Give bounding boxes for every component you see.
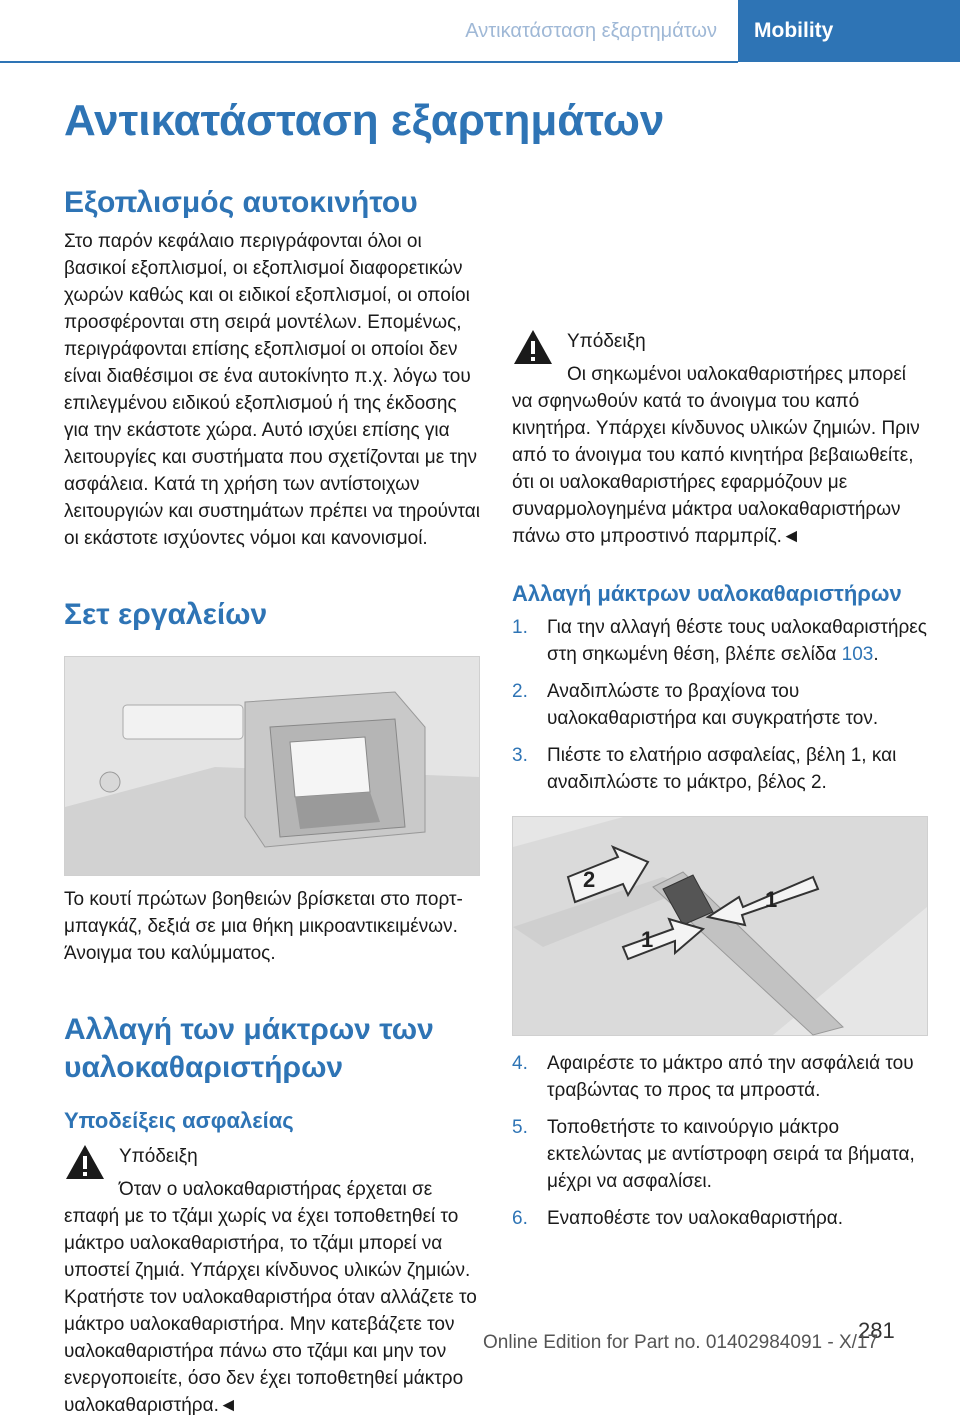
step-item <box>512 742 928 796</box>
arrow-label-1a: 1 <box>765 887 778 912</box>
warning-triangle-icon <box>64 1143 106 1181</box>
warning-note-1 <box>64 1143 480 1416</box>
equipment-heading: Εξοπλισμός αυτοκινήτου <box>64 186 418 219</box>
change-wipers-heading: Αλλαγή μάκτρων υαλοκαθαριστήρων <box>512 581 902 606</box>
step-number: 4. <box>512 1053 528 1074</box>
step-text: Εναποθέστε τον υαλοκαθαριστήρα. <box>547 1208 844 1229</box>
steps-list-b <box>512 1050 928 1232</box>
step-text: Αναδιπλώστε το βραχίονα του υαλοκαθαριστήρα και συγκρατήστε τον. <box>547 681 879 729</box>
safety-heading: Υποδείξεις ασφαλείας <box>64 1108 294 1133</box>
note-2-label: Υπόδειξη <box>567 331 646 352</box>
first-aid-kit-illustration <box>65 657 479 875</box>
step-item <box>512 678 928 732</box>
note-1-label: Υπόδειξη <box>119 1146 198 1167</box>
warning-note-2 <box>512 328 928 550</box>
step-number: 6. <box>512 1208 528 1229</box>
page-header <box>0 0 960 62</box>
header-rule <box>0 61 738 63</box>
equipment-body: Στο παρόν κεφάλαιο περιγράφονται όλοι οι βασικοί εξοπλισμοί, οι εξοπλισμοί διαφορετικών χωρών καθώς και οι ειδικοί εξοπλισμοί, οι οποίοι προσφέρονται στη σειρά μοντέλων. Επομένως, περιγράφονται επίσης εξοπλισμοί οι οποίοι δεν είναι διαθέσιμοι σε ένα αυτοκίνητο π.χ. λόγω του επιλεγμένου ειδικού εξοπλισμού ή της έκδοσης για την εκάστοτε χώρα. Αυτό ισχύει επίσης για λειτουργίες και συστήματα που σχετίζονται με την ασφάλεια. Κατά τη χρήση των αντίστοιχων λειτουργιών και συστημάτων πρέπει να τηρούνται οι εκάστοτε ισχύοντες νόμοι και κανονισμοί. <box>64 231 480 549</box>
page-title: Αντικατάσταση εξαρτημάτων <box>64 96 665 145</box>
wiper-blade-illustration <box>513 817 927 1035</box>
left-column <box>64 184 480 1416</box>
header-chapter-tab[interactable]: Mobility <box>738 0 960 62</box>
step-item <box>512 1050 928 1104</box>
steps-list-a <box>512 614 928 796</box>
wiper-blade-figure <box>512 816 928 1036</box>
note-2-text: Οι σηκωμένοι υαλοκαθαριστήρες μπορεί να σφηνωθούν κατά το άνοιγμα του καπό κινητήρα. Υπάρχει κίνδυνος υλικών ζημιών. Πριν από το άνοιγμα του καπό κινητήρα βεβαιωθείτε, ότι οι υαλοκαθαριστήρες εφαρμόζουν με συναρμολογημένα μάκτρα υαλοκαθαριστήρων πάνω στο μπροστινό παρμπρίζ.◄ <box>512 364 920 547</box>
step-item <box>512 614 928 668</box>
step-number: 2. <box>512 681 528 702</box>
step-number: 3. <box>512 745 528 766</box>
toolkit-caption: Το κουτί πρώτων βοηθειών βρίσκεται στο πορτ-μπαγκάζ, δεξιά σε μια θήκη μικροαντικειμένων. Άνοιγμα του καλύμματος. <box>64 889 463 964</box>
page-number: 281 <box>858 1318 895 1343</box>
wipers-heading: Αλλαγή των μάκτρων των υαλοκαθαριστήρων <box>64 1013 434 1084</box>
step-text: Πιέστε το ελατήριο ασφαλείας, βέλη 1, και αναδιπλώστε το μάκτρο, βέλος 2. <box>547 745 897 793</box>
step-text: Για την αλλαγή θέστε τους υαλοκαθαριστήρες στη σηκωμένη θέση, βλέπε σελίδα <box>547 617 927 665</box>
arrow-label-2: 2 <box>583 867 596 892</box>
step-text: Αφαιρέστε το μάκτρο από την ασφάλειά του τραβώντας το προς τα μπροστά. <box>547 1053 914 1101</box>
footer-edition: Online Edition for Part no. 01402984091 - X/17 <box>483 1332 879 1353</box>
page-link-103[interactable]: 103 <box>841 644 874 665</box>
toolkit-heading: Σετ εργαλείων <box>64 598 268 631</box>
warning-triangle-icon <box>512 328 554 366</box>
note-1-text: Όταν ο υαλοκαθαριστήρας έρχεται σε επαφή με το τζάμι χωρίς να έχει τοποθετηθεί το μάκτρο υαλοκαθαριστήρα, το τζάμι μπορεί να υποστεί ζημιά. Υπάρχει κίνδυνος υλικών ζημιών. Κρατήστε τον υαλοκαθαριστήρα όταν αλλάζετε το μάκτρο υαλοκαθαριστήρα. Μην κατεβάζετε τον υαλοκαθαριστήρα πάνω στο τζάμι και μην τον ενεργοποιείτε, όσο δεν έχει τοποθετηθεί μάκτρο υαλοκαθαριστήρα.◄ <box>64 1179 477 1416</box>
right-column <box>512 182 928 1232</box>
step-text-end: . <box>873 644 879 665</box>
step-item <box>512 1114 928 1195</box>
first-aid-kit-figure <box>64 656 480 876</box>
step-number: 5. <box>512 1117 528 1138</box>
header-section-title: Αντικατάσταση εξαρτημάτων <box>465 20 717 42</box>
step-number: 1. <box>512 617 528 638</box>
arrow-label-1b: 1 <box>641 927 654 952</box>
step-item <box>512 1205 928 1232</box>
note-1-continuation-space <box>512 182 928 328</box>
step-text: Τοποθετήστε το καινούργιο μάκτρο εκτελώντας με αντίστροφη σειρά τα βήματα, μέχρι να ασφαλίσει. <box>547 1117 915 1192</box>
